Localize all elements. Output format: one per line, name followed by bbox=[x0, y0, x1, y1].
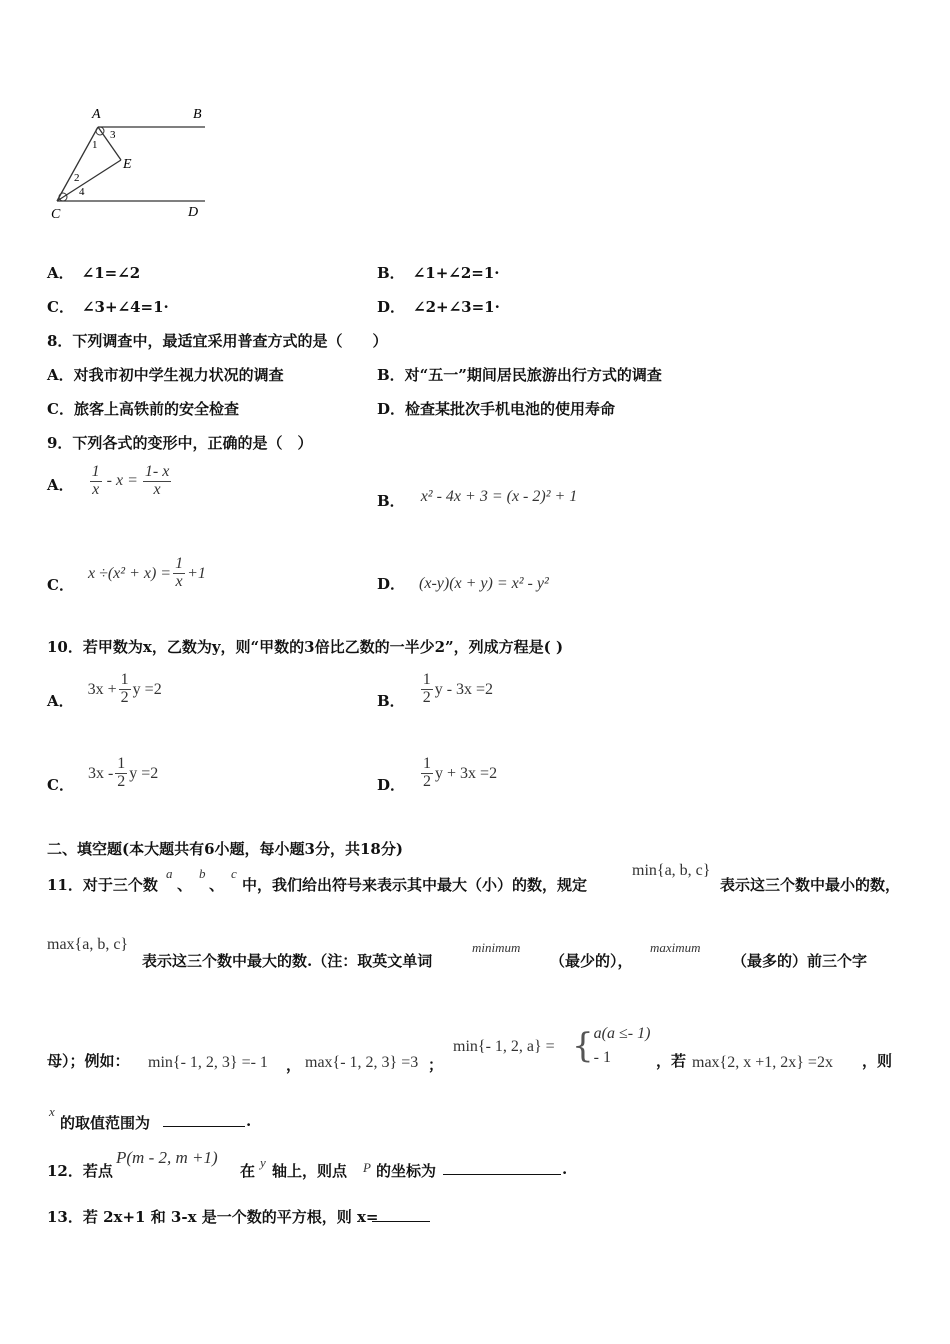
q12-answer-blank[interactable] bbox=[443, 1160, 561, 1175]
q12-p4: 的坐标为 bbox=[376, 1162, 437, 1180]
q11-p3: 表示这三个数中最小的数， bbox=[720, 876, 901, 894]
label-e: E bbox=[123, 157, 132, 172]
q10-option-b[interactable]: B． $\frac{1}{2}$ y - 3x =2 bbox=[377, 671, 494, 710]
q13-text: 13．若 2x+1 和 3-x 是一个数的平方根，则 x= bbox=[47, 1208, 379, 1226]
q11-comma1: ， bbox=[286, 1056, 302, 1074]
geometry-figure bbox=[45, 100, 215, 225]
q12-var-y: y bbox=[260, 1155, 266, 1170]
q12-point: P(m - 2, m +1) bbox=[116, 1148, 218, 1167]
q8-option-c[interactable]: C．旅客上高铁前的安全检查 bbox=[47, 400, 239, 418]
q11-min-abc: min{a, b, c} bbox=[632, 862, 711, 879]
q11-cases: { a(a ≤- 1) - 1 bbox=[572, 1025, 651, 1066]
q11-maximum: maximum bbox=[650, 940, 701, 955]
angle-label-2: 2 bbox=[74, 172, 80, 184]
q9-option-b[interactable]: B． x² - 4x + 3 = (x - 2)² + 1 bbox=[377, 487, 578, 510]
q11-var-c: c bbox=[231, 866, 237, 881]
q11-ex2: max{- 1, 2, 3} =3 bbox=[305, 1054, 419, 1071]
q7-option-c[interactable]: C． ∠3+∠4=1· bbox=[47, 298, 169, 316]
label-c: C bbox=[51, 207, 61, 222]
label-b: B bbox=[193, 107, 202, 122]
q12-p3: 轴上，则点 bbox=[272, 1162, 348, 1180]
q10-d-formula: $\frac{1}{2}$ y + 3x =2 bbox=[423, 755, 498, 790]
q13-answer-blank[interactable] bbox=[372, 1207, 430, 1222]
label-a: A bbox=[92, 107, 101, 122]
q8-option-b[interactable]: B．对“五一”期间居民旅游出行方式的调查 bbox=[377, 366, 662, 384]
q11-p10: 的取值范围为 bbox=[60, 1114, 151, 1132]
label-d: D bbox=[188, 205, 199, 220]
q12-p1: 12．若点 bbox=[47, 1162, 113, 1180]
q8-option-a[interactable]: A．对我市初中学生视力状况的调查 bbox=[47, 366, 284, 384]
q11-ex3-lhs: min{- 1, 2, a} = bbox=[453, 1038, 555, 1055]
q11-var-x: x bbox=[49, 1104, 55, 1119]
q11-p9: ，则 bbox=[862, 1052, 893, 1070]
section-title: 二、填空题(本大题共有6小题，每小题3分，共18分) bbox=[47, 840, 403, 858]
q11-p2: 中，我们给出符号来表示其中最大（小）的数，规定 bbox=[242, 876, 588, 894]
q10-c-formula: 3x - $\frac{1}{2}$ y =2 bbox=[87, 755, 159, 790]
q9-a-formula: $\frac{1}{x}$ - x = $\frac{1- x}{x}$ bbox=[91, 463, 170, 498]
q10-option-d[interactable]: D． $\frac{1}{2}$ y + 3x =2 bbox=[377, 755, 498, 794]
q7-option-d[interactable]: D． ∠2+∠3=1· bbox=[377, 298, 500, 316]
angle-label-3: 3 bbox=[110, 129, 116, 141]
q9-option-d[interactable]: D． (x-y)(x + y) = x² - y² bbox=[377, 574, 549, 593]
q11-p8: ，若 bbox=[656, 1052, 687, 1070]
q11-ex1: min{- 1, 2, 3} =- 1 bbox=[148, 1054, 268, 1071]
q11-var-a: a bbox=[166, 866, 173, 881]
q11-semi: ； bbox=[428, 1056, 444, 1074]
q9-c-formula: x ÷(x² + x) = $\frac{1}{x}$ +1 bbox=[87, 555, 206, 590]
q11-p6: （最多的）前三个字 bbox=[732, 952, 868, 970]
q7-option-a[interactable]: A． ∠1=∠2 bbox=[47, 264, 141, 282]
q11-end: . bbox=[246, 1112, 252, 1130]
angle-label-1: 1 bbox=[92, 139, 98, 151]
q12-end: . bbox=[562, 1160, 568, 1178]
q11-max-abc: max{a, b, c} bbox=[47, 936, 129, 953]
q11-var-b: b bbox=[199, 866, 206, 881]
q10-option-c[interactable]: C． 3x - $\frac{1}{2}$ y =2 bbox=[47, 755, 159, 794]
q11-sep2: 、 bbox=[209, 876, 225, 894]
q10-stem: 10．若甲数为x，乙数为y，则“甲数的3倍比乙数的一半少2”，列成方程是( ) bbox=[47, 638, 564, 656]
q12-p2: 在 bbox=[240, 1162, 256, 1180]
q11-cond: max{2, x +1, 2x} =2x bbox=[692, 1054, 833, 1071]
q11-minimum: minimum bbox=[472, 940, 521, 955]
q9-option-a[interactable]: A． $\frac{1}{x}$ - x = $\frac{1- x}{x}$ bbox=[47, 464, 173, 499]
q7-option-b[interactable]: B． ∠1+∠2=1· bbox=[377, 264, 500, 282]
q11-p1: 11．对于三个数 bbox=[47, 876, 158, 894]
q11-sep1: 、 bbox=[177, 876, 193, 894]
q10-a-formula: 3x + $\frac{1}{2}$ y =2 bbox=[87, 671, 162, 706]
q10-option-a[interactable]: A． 3x + $\frac{1}{2}$ y =2 bbox=[47, 671, 162, 710]
angle-label-4: 4 bbox=[79, 186, 85, 198]
q10-b-formula: $\frac{1}{2}$ y - 3x =2 bbox=[422, 671, 494, 706]
q12-var-p: P bbox=[363, 1160, 371, 1175]
q11-p7: 母）；例如： bbox=[47, 1052, 130, 1070]
q8-stem: 8．下列调查中，最适宜采用普查方式的是（ ） bbox=[47, 332, 388, 350]
q9-b-formula: x² - 4x + 3 = (x - 2)² + 1 bbox=[420, 487, 578, 505]
q8-option-d[interactable]: D．检查某批次手机电池的使用寿命 bbox=[377, 400, 616, 418]
q9-option-c[interactable]: C． x ÷(x² + x) = $\frac{1}{x}$ +1 bbox=[47, 555, 206, 594]
q11-answer-blank[interactable] bbox=[163, 1112, 245, 1127]
q9-d-formula: (x-y)(x + y) = x² - y² bbox=[419, 574, 549, 592]
q9-stem: 9．下列各式的变形中，正确的是（ ） bbox=[47, 434, 313, 452]
q11-p5: （最少的）， bbox=[550, 952, 633, 970]
q11-p4: 表示这三个数中最大的数.（注：取英文单词 bbox=[142, 952, 433, 970]
